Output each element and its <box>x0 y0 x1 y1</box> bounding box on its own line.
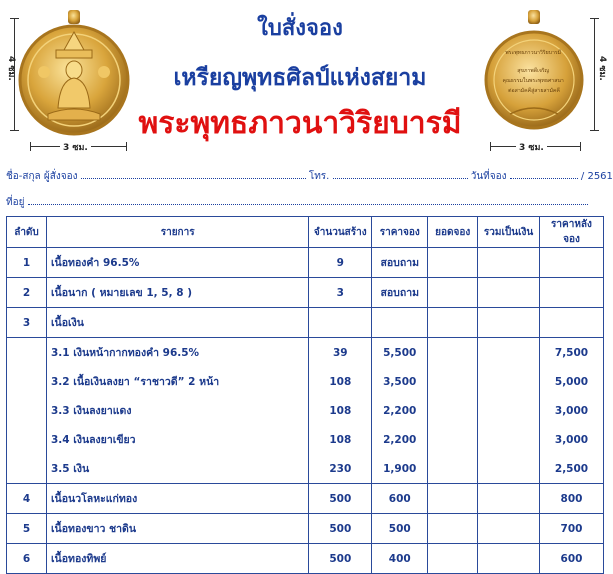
row-item: เนื้อทองคำ 96.5% <box>46 248 308 278</box>
row-order-cell[interactable] <box>428 248 478 278</box>
row-item: เนื้อนาก ( หมายเลข 1, 5, 8 ) <box>46 278 308 308</box>
row-total-cell[interactable] <box>478 367 540 396</box>
row-no <box>7 338 47 368</box>
row-item: เนื้อเงิน <box>46 308 308 338</box>
row-order-cell[interactable] <box>428 514 478 544</box>
header <box>0 0 608 160</box>
row-qty: 500 <box>309 514 372 544</box>
row-total-cell[interactable] <box>478 514 540 544</box>
row-qty: 108 <box>309 425 372 454</box>
row-no: 5 <box>7 514 47 544</box>
medal-back-inscription: พระพุทธภาวนาวิริยบารมี สุขภาพดีเจริญ คุณธรรมในพระพุทธศาสนา ต่อสามัคคีสู่สายสามัคคี <box>502 50 564 94</box>
medal-back-image <box>484 10 584 138</box>
name-label: ชื่อ-สกุล ผู้สั่งจอง <box>6 171 78 182</box>
row-item: 3.1 เงินหน้ากากทองคำ 96.5% <box>46 338 308 368</box>
row-after: 600 <box>540 544 604 574</box>
row-after <box>540 278 604 308</box>
table-row <box>7 514 604 544</box>
col-header-price: ราคาจอง <box>372 217 428 248</box>
row-item: 3.4 เงินลงยาเขียว <box>46 425 308 454</box>
row-after: 700 <box>540 514 604 544</box>
row-order-cell[interactable] <box>428 484 478 514</box>
row-qty: 108 <box>309 396 372 425</box>
row-total-cell[interactable] <box>478 396 540 425</box>
table-row <box>7 425 604 454</box>
width-label-right: 3 ซม. <box>516 140 547 154</box>
row-price <box>372 308 428 338</box>
row-item: 3.5 เงิน <box>46 454 308 484</box>
row-after: 3,000 <box>540 396 604 425</box>
row-qty <box>309 308 372 338</box>
row-total-cell[interactable] <box>478 338 540 368</box>
row-order-cell[interactable] <box>428 396 478 425</box>
row-order-cell[interactable] <box>428 454 478 484</box>
row-after <box>540 308 604 338</box>
phone-field[interactable] <box>333 168 468 179</box>
row-item: เนื้อทองขาว ชาดิน <box>46 514 308 544</box>
date-label: วันที่จอง <box>470 171 507 182</box>
date-year: / 2561 <box>580 171 613 182</box>
row-total-cell[interactable] <box>478 278 540 308</box>
row-total-cell[interactable] <box>478 484 540 514</box>
height-label-left: 4 ซม. <box>6 56 16 81</box>
height-label-right: 4 ซม. <box>597 56 607 81</box>
table-row <box>7 367 604 396</box>
col-header-qty: จำนวนสร้าง <box>309 217 372 248</box>
row-price: 500 <box>372 514 428 544</box>
row-qty: 230 <box>309 454 372 484</box>
table-header-row <box>7 217 604 248</box>
row-after: 2,500 <box>540 454 604 484</box>
row-no <box>7 425 47 454</box>
row-item: เนื้อทองทิพย์ <box>46 544 308 574</box>
row-total-cell[interactable] <box>478 544 540 574</box>
row-order-cell[interactable] <box>428 308 478 338</box>
row-item: 3.2 เนื้อเงินลงยา “ราชาวดี” 2 หน้า <box>46 367 308 396</box>
row-total-cell[interactable] <box>478 454 540 484</box>
row-order-cell[interactable] <box>428 544 478 574</box>
form-title: ใบสั่งจอง <box>257 16 343 41</box>
row-qty: 500 <box>309 544 372 574</box>
table-row <box>7 338 604 368</box>
table-row <box>7 308 604 338</box>
row-after: 7,500 <box>540 338 604 368</box>
table-row <box>7 544 604 574</box>
medal-series-title: เหรียญพุทธศิลป์แห่งสยาม <box>173 65 427 91</box>
width-label-left: 3 ซม. <box>60 140 91 154</box>
row-qty: 108 <box>309 367 372 396</box>
table-row <box>7 248 604 278</box>
row-item: 3.3 เงินลงยาแดง <box>46 396 308 425</box>
row-order-cell[interactable] <box>428 338 478 368</box>
date-field[interactable] <box>510 168 578 179</box>
row-qty: 3 <box>309 278 372 308</box>
row-after: 800 <box>540 484 604 514</box>
row-no <box>7 454 47 484</box>
col-header-no: ลำดับ <box>7 217 47 248</box>
row-after: 5,000 <box>540 367 604 396</box>
row-price: 2,200 <box>372 425 428 454</box>
row-total-cell[interactable] <box>478 308 540 338</box>
row-no <box>7 396 47 425</box>
address-field[interactable] <box>28 194 588 205</box>
row-price: 1,900 <box>372 454 428 484</box>
row-no: 3 <box>7 308 47 338</box>
medal-name-title: พระพุทธภาวนาวิริยบารมี <box>138 106 462 141</box>
row-no: 6 <box>7 544 47 574</box>
table-row <box>7 396 604 425</box>
row-no: 2 <box>7 278 47 308</box>
medal-front-image <box>18 10 130 138</box>
row-order-cell[interactable] <box>428 425 478 454</box>
row-after: 3,000 <box>540 425 604 454</box>
table-row <box>7 278 604 308</box>
col-header-after: ราคาหลังจอง <box>540 217 604 248</box>
address-label: ที่อยู่ <box>6 197 25 208</box>
row-after <box>540 248 604 278</box>
row-price: สอบถาม <box>372 278 428 308</box>
phone-label: โทร. <box>308 171 330 182</box>
row-price: 400 <box>372 544 428 574</box>
row-item: เนื้อนวโลหะแก่ทอง <box>46 484 308 514</box>
row-price: 3,500 <box>372 367 428 396</box>
row-no: 1 <box>7 248 47 278</box>
row-no: 4 <box>7 484 47 514</box>
row-total-cell[interactable] <box>478 248 540 278</box>
row-price: 600 <box>372 484 428 514</box>
row-qty: 39 <box>309 338 372 368</box>
col-header-item: รายการ <box>46 217 308 248</box>
address-line <box>6 194 588 210</box>
row-price: 5,500 <box>372 338 428 368</box>
row-order-cell[interactable] <box>428 367 478 396</box>
name-field[interactable] <box>81 168 306 179</box>
row-total-cell[interactable] <box>478 425 540 454</box>
order-table <box>6 216 604 574</box>
col-header-total: รวมเป็นเงิน <box>478 217 540 248</box>
row-no <box>7 367 47 396</box>
row-price: 2,200 <box>372 396 428 425</box>
table-row <box>7 484 604 514</box>
col-header-order: ยอดจอง <box>428 217 478 248</box>
row-qty: 500 <box>309 484 372 514</box>
row-order-cell[interactable] <box>428 278 478 308</box>
table-row <box>7 454 604 484</box>
row-price: สอบถาม <box>372 248 428 278</box>
row-qty: 9 <box>309 248 372 278</box>
name-phone-date-line <box>6 168 613 184</box>
